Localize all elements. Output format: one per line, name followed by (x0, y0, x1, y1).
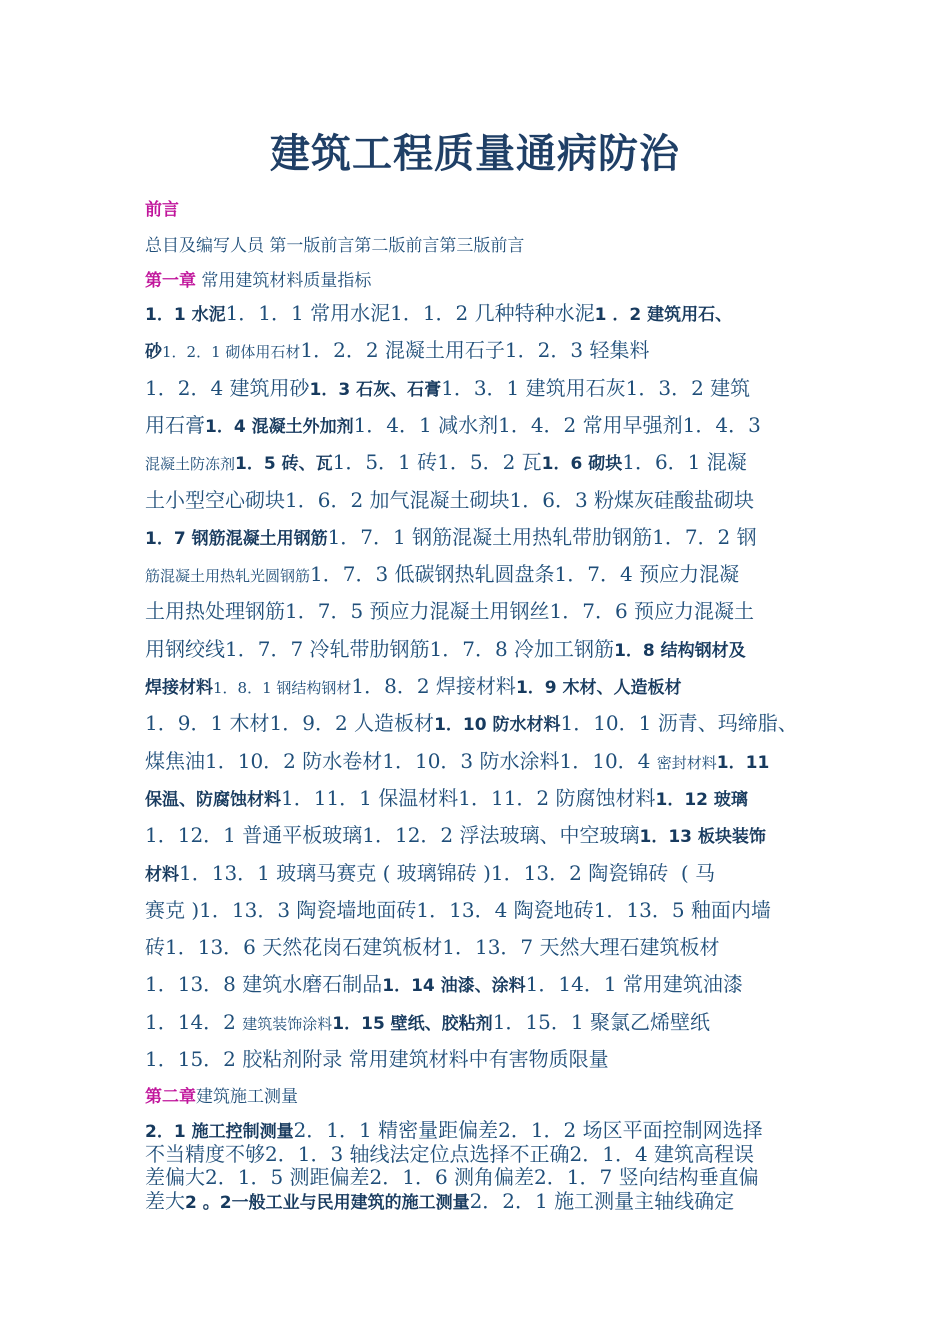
toc-entry: 差偏大2．1．5 测距偏差2．1．6 测角偏差2．1．7 竖向结构垂直偏 (145, 1165, 759, 1189)
section-heading: 1．10 防水材料 (434, 715, 561, 736)
toc-entry: 1．6．1 混凝 (622, 450, 747, 475)
section-heading: 1．8 结构钢材及 (614, 640, 746, 661)
section-heading: 砂 (145, 342, 162, 363)
section-heading: 1．5 砖、瓦 (235, 454, 333, 475)
chapter-1-line (145, 858, 715, 890)
toc-entry: 差大 (145, 1188, 185, 1213)
chapter-1-line (145, 373, 750, 405)
chapter-1-heading (145, 264, 371, 296)
toc-entry: 1．13．8 建筑水磨石制品 (145, 972, 383, 997)
toc-entry: 建筑装饰涂料 (242, 1014, 333, 1033)
document-title: 建筑工程质量通病防治 (270, 130, 680, 177)
chapter-1-line (145, 1044, 609, 1074)
toc-entry: 1．7．1 钢筋混凝土用热轧带肋钢筋1．7．2 钢 (327, 524, 757, 549)
chapter-2-label: 第二章 (145, 1087, 196, 1107)
section-heading: 1．13 板块装饰 (639, 827, 766, 848)
toc-entry: 密封材料 (656, 753, 717, 772)
toc-entry: 1．3．1 建筑用石灰1．3．2 建筑 (441, 375, 751, 400)
chapter-1-line (145, 783, 748, 815)
section-heading: 1．1 水泥 (145, 305, 226, 325)
toc-entry: 1．2．1 砌体用石材 (162, 343, 301, 362)
toc-entry: 1．8．1 钢结构钢材 (213, 679, 352, 697)
toc-entry: 1．12．1 普通平板玻璃1．12．2 浮法玻璃、中空玻璃 (145, 823, 640, 848)
chapter-1-line (145, 559, 739, 591)
toc-entry: 2．2．1 施工测量主轴线确定 (469, 1188, 735, 1213)
section-heading: 1．15 壁纸、胶粘剂 (332, 1013, 493, 1034)
toc-entry: 1．2．2 混凝土用石子1．2．3 轻集料 (300, 338, 650, 363)
toc-entry: 不当精度不够2．1．3 轴线法定位点选择不正确2．1．4 建筑高程误 (145, 1141, 755, 1166)
section-heading: 1 ．2 建筑用石、 (594, 305, 733, 325)
chapter-1-title: 常用建筑材料质量指标 (196, 271, 372, 291)
chapter-1-line (145, 895, 771, 925)
chapter-1-line (145, 447, 747, 479)
toc-entry: 筋混凝土用热轧光圆钢筋 (145, 567, 311, 586)
toc-entry: 土小型空心砌块1．6．2 加气混凝土砌块1．6．3 粉煤灰硅酸盐砌块 (145, 487, 755, 512)
toc-entry: 1．7．3 低碳钢热轧圆盘条1．7．4 预应力混凝 (310, 562, 740, 587)
toc-entry: 土用热处理钢筋1．7．5 预应力混凝土用钢丝1．7．6 预应力混凝土 (145, 599, 755, 624)
section-heading: 2 。2一般工业与民用建筑的施工测量 (185, 1192, 470, 1213)
toc-entry: 1．5．1 砖1．5．2 瓦 (332, 450, 542, 475)
toc-entry: 1．10．1 沥青、玛缔脂、 (560, 711, 798, 736)
section-heading: 1．14 油漆、涂料 (382, 976, 526, 997)
chapter-1-line (145, 820, 766, 852)
toc-line (145, 229, 524, 261)
chapter-1-line (145, 410, 761, 442)
toc-entry: 1．13．1 玻璃马赛克 ( 玻璃锦砖 )1．13．2 陶瓷锦砖 ( 马 (179, 860, 716, 885)
toc-entry: 1．14．1 常用建筑油漆 (525, 972, 743, 997)
chapter-1-line (145, 485, 754, 515)
toc-entry: 砖1．13．6 天然花岗石建筑板材1．13．7 天然大理石建筑板材 (145, 935, 720, 960)
chapter-1-line (145, 298, 732, 330)
toc-text: 总目及编写人员 第一版前言第二版前言第三版前言 (145, 236, 525, 256)
toc-entry: 2．1．1 精密量距偏差2．1．2 场区平面控制网选择 (293, 1118, 763, 1142)
chapter-1-line (145, 634, 746, 666)
chapter-1-line (145, 335, 649, 367)
toc-entry: 1．14．2 (145, 1009, 243, 1034)
toc-entry: 用钢绞线1．7．7 冷轧带肋钢筋1．7．8 冷加工钢筋 (145, 636, 615, 661)
chapter-1-line (145, 596, 754, 626)
toc-entry: 用石膏 (145, 412, 205, 437)
chapter-1-line (145, 1007, 710, 1039)
chapter-1-line (145, 932, 720, 962)
toc-entry: 1．1．1 常用水泥1．1．2 几种特种水泥 (225, 301, 595, 325)
toc-entry: 1．15．1 聚氯乙烯壁纸 (492, 1009, 710, 1034)
section-heading: 1．7 钢筋混凝土用钢筋 (145, 528, 328, 549)
section-heading: 2．1 施工控制测量 (145, 1122, 294, 1142)
chapter-1-line (145, 969, 743, 1001)
chapter-2-line (145, 1186, 734, 1218)
section-heading: 焊接材料 (145, 678, 213, 698)
preface-label: 前言 (145, 200, 179, 220)
chapter-1-label: 第一章 (145, 271, 196, 291)
section-heading: 1．4 混凝土外加剂 (205, 416, 354, 437)
chapter-2-heading (145, 1080, 298, 1112)
chapter-2-title: 建筑施工测量 (196, 1087, 298, 1107)
section-heading: 1．12 玻璃 (655, 789, 748, 810)
toc-entry: 赛克 )1．13．3 陶瓷墙地面砖1．13．4 陶瓷地砖1．13．5 釉面内墙 (145, 897, 771, 922)
section-heading: 1．6 砌块 (541, 454, 623, 475)
chapter-1-line (145, 708, 798, 740)
chapter-1-line (145, 671, 682, 703)
section-heading: 1．9 木材、人造板材 (515, 678, 682, 698)
toc-entry: 1．9．1 木材1．9．2 人造板材 (145, 711, 435, 736)
section-heading: 1．11 (716, 752, 770, 773)
chapter-1-line (145, 746, 769, 778)
toc-entry: 1．4．1 减水剂1．4．2 常用早强剂1．4．3 (353, 412, 761, 437)
section-heading: 1．3 石灰、石膏 (309, 379, 442, 400)
toc-entry: 1．15．2 胶粘剂附录 常用建筑材料中有害物质限量 (145, 1047, 609, 1071)
chapter-1-line (145, 522, 757, 554)
toc-entry: 1．2．4 建筑用砂 (145, 375, 310, 400)
toc-entry: 1．11．1 保温材料1．11．2 防腐蚀材料 (281, 785, 656, 810)
toc-entry: 1．8．2 焊接材料 (351, 674, 516, 698)
section-heading: 材料 (145, 864, 179, 885)
preface-heading (145, 193, 179, 225)
toc-entry: 混凝土防冻剂 (145, 455, 236, 474)
toc-entry: 煤焦油1．10．2 防水卷材1．10．3 防水涂料1．10．4 (145, 748, 657, 773)
section-heading: 保温、防腐蚀材料 (145, 789, 281, 810)
